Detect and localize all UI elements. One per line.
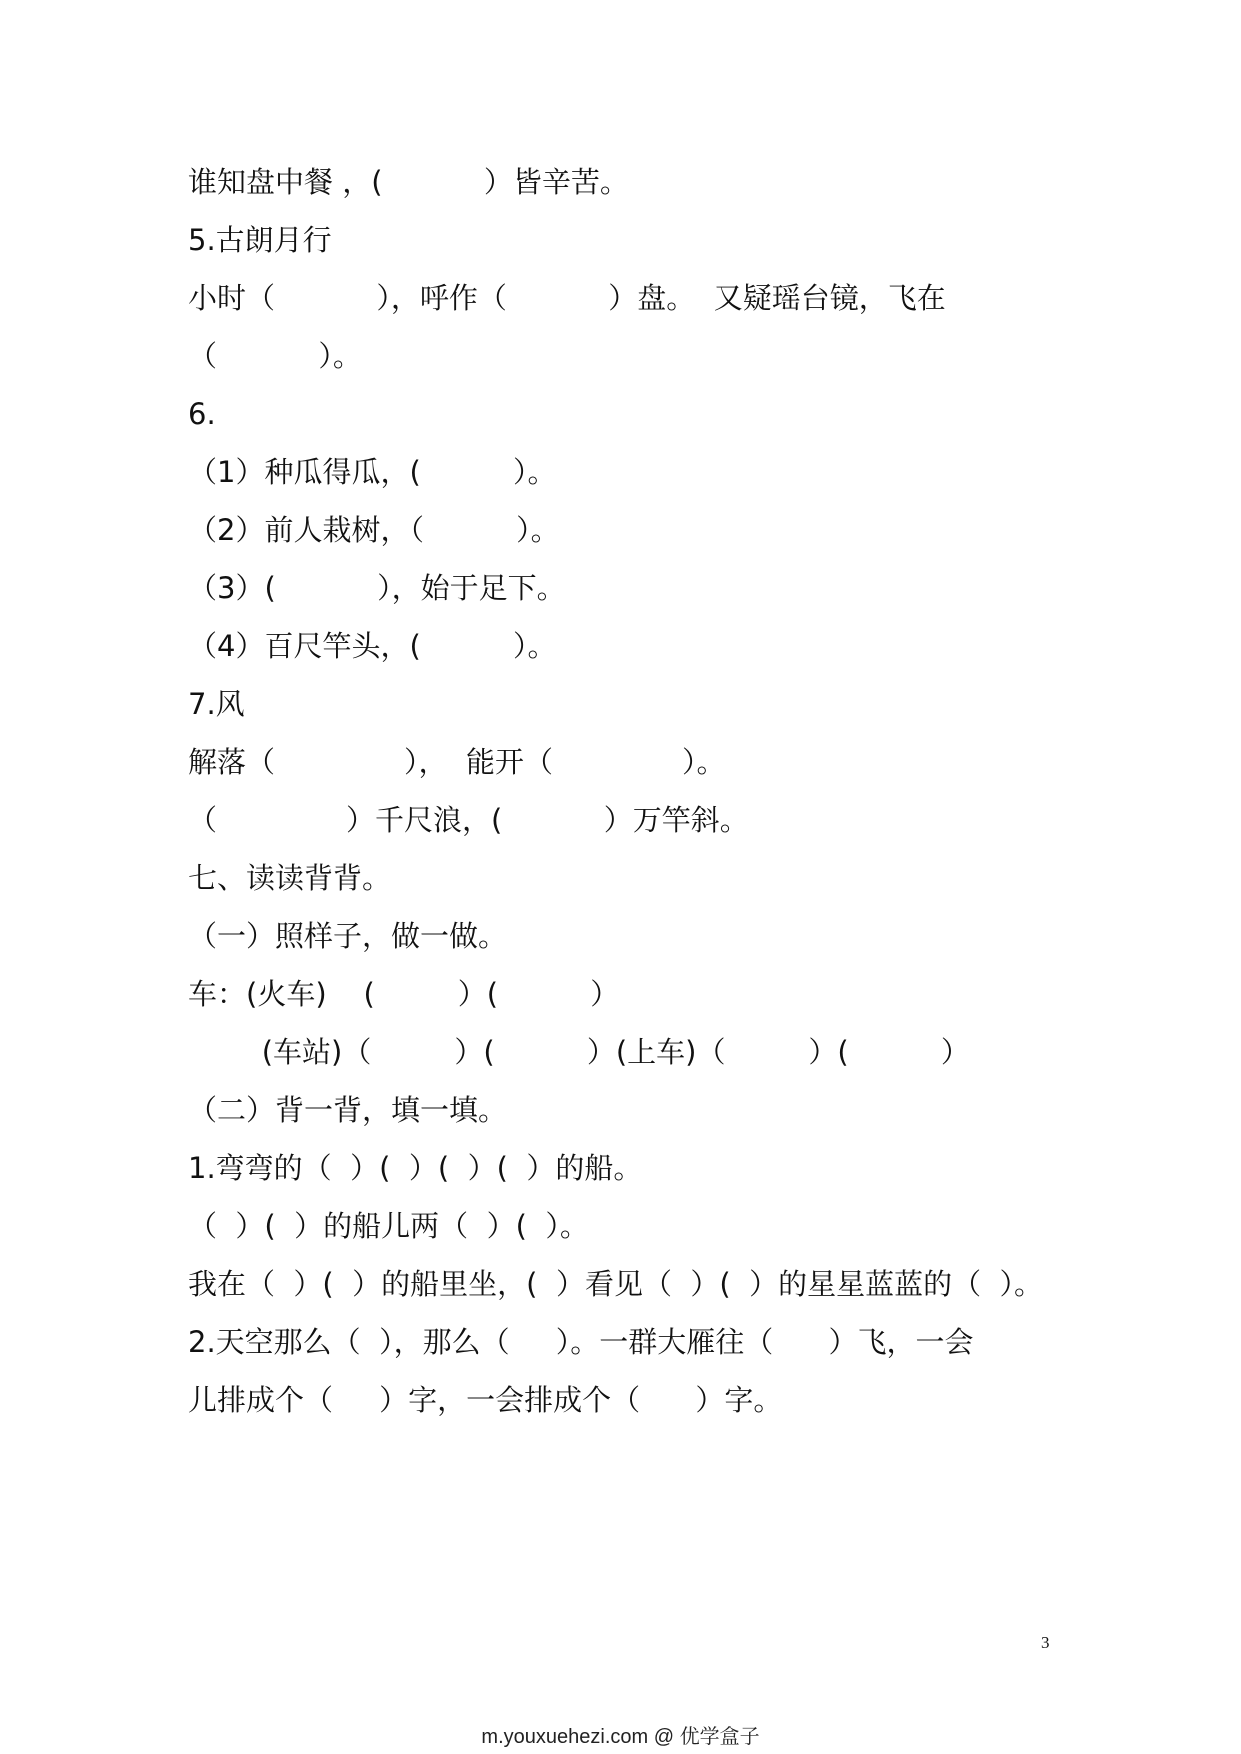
- text-line-18: 1.弯弯的（ ）( ）( ）( ）的船。: [188, 1151, 643, 1185]
- text-line-8: （3）( ），始于足下。: [188, 571, 566, 605]
- text-line-14: （一）照样子，做一做。: [188, 919, 508, 953]
- text-line-19: （ ）( ）的船儿两（ ）( ）。: [188, 1209, 589, 1243]
- text-line-20: 我在（ ）( ）的船里坐，( ）看见（ ）( ）的星星蓝蓝的（ ）。: [188, 1267, 1044, 1301]
- text-line-17: （二）背一背，填一填。: [188, 1093, 508, 1127]
- footer-watermark: m.youxuehezi.com @ 优学盒子: [481, 1726, 760, 1748]
- text-line-13: 七、读读背背。: [188, 861, 392, 895]
- page-number: 3: [1041, 1633, 1050, 1652]
- text-line-4: （ ）。: [188, 339, 362, 373]
- text-line-21: 2.天空那么（ ），那么（ ）。一群大雁往（ ）飞，一会: [188, 1325, 974, 1359]
- text-line-11: 解落（ ）， 能开（ ）。: [188, 745, 726, 779]
- text-line-12: （ ）千尺浪，( ）万竿斜。: [188, 803, 749, 837]
- text-line-9: （4）百尺竿头，( ）。: [188, 629, 557, 663]
- text-line-7: （2）前人栽树，（ ）。: [188, 513, 560, 547]
- text-line-5: 6.: [188, 397, 216, 431]
- text-line-22: 儿排成个（ ）字，一会排成个（ ）字。: [188, 1383, 783, 1417]
- text-line-10: 7.风: [188, 687, 245, 721]
- text-line-3: 小时（ ），呼作（ ）盘。 又疑瑶台镜，飞在: [188, 281, 946, 315]
- text-line-1: 谁知盘中餐 ，( ）皆辛苦。: [188, 165, 629, 199]
- text-line-6: （1）种瓜得瓜，( ）。: [188, 455, 557, 489]
- text-line-16: (车站)（ ）( ）(上车)（ ）( ）: [188, 1035, 970, 1069]
- text-line-15: 车：(火车) ( ）( ）: [188, 977, 620, 1011]
- text-line-2: 5.古朗月行: [188, 223, 332, 257]
